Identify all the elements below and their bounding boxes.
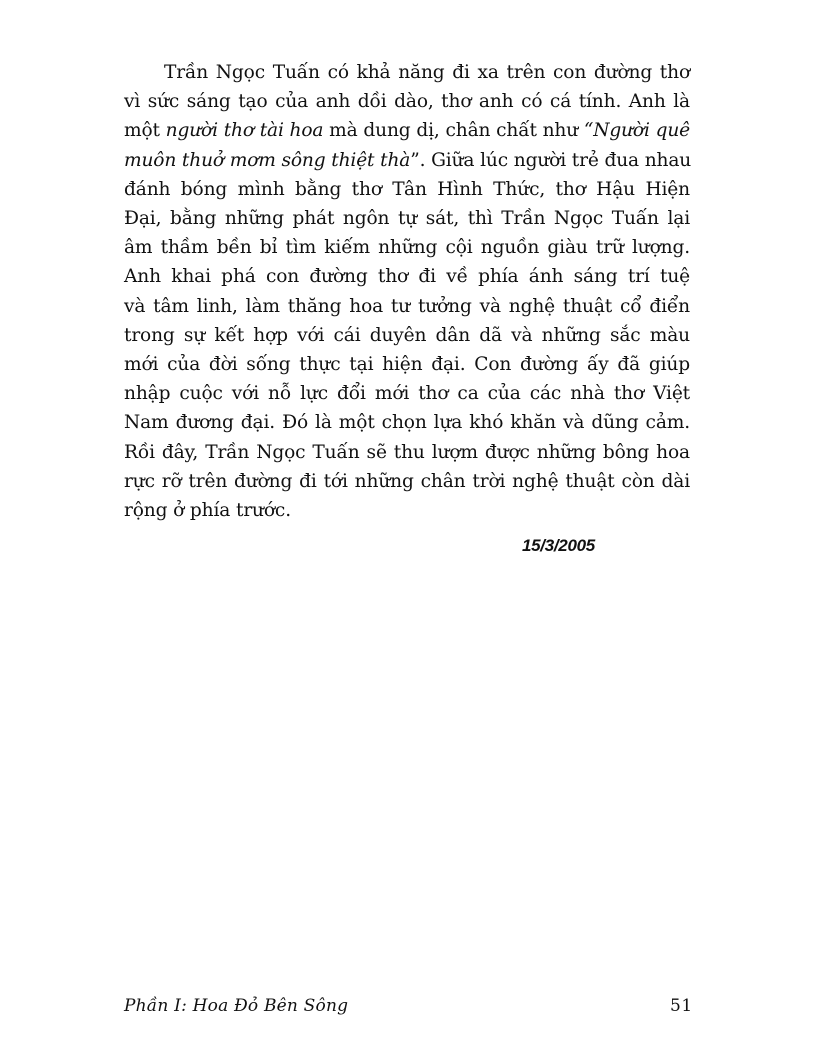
quote-start: “Người quê — [583, 120, 691, 142]
text-line: đánh bóng mình bằng thơ Tân Hình Thức, thơ Hậu Hiện — [124, 178, 690, 200]
text-line: Rồi đây, Trần Ngọc Tuấn sẽ thu lượm được những bông hoa — [124, 441, 690, 463]
text-line: Đại, bằng những phát ngôn tự sát, thì Trần Ngọc Tuấn lại — [124, 208, 690, 230]
text-line: và tâm linh, làm thăng hoa tư tưởng và nghệ thuật cổ điển — [124, 295, 690, 317]
text-line: rực rỡ trên đường đi tới những chân trời nghệ thuật còn dài — [124, 470, 690, 492]
running-footer-section-title: Phần I: Hoa Đỏ Bên Sông — [124, 996, 349, 1016]
text-line: nhập cuộc với nỗ lực đổi mới thơ ca của các nhà thơ Việt — [124, 383, 690, 405]
text-line: trong sự kết hợp với cái duyên dân dã và những sắc màu — [124, 324, 690, 346]
page-number: 51 — [670, 996, 693, 1016]
essay-date: 15/3/2005 — [522, 536, 595, 555]
text-line: một người thơ tài hoa mà dung dị, chân chất như “Người quê — [124, 120, 691, 142]
text-line: Trần Ngọc Tuấn có khả năng đi xa trên con đường thơ — [164, 62, 690, 83]
text-line: Anh khai phá con đường thơ đi về phía ánh sáng trí tuệ — [124, 266, 690, 288]
text-line: mới của đời sống thực tại hiện đại. Con đường ấy đã giúp — [124, 354, 690, 376]
text-line: âm thầm bền bỉ tìm kiếm những cội nguồn giàu trữ lượng. — [124, 237, 690, 259]
text-line: rộng ở phía trước. — [124, 500, 291, 522]
text-line: vì sức sáng tạo của anh dồi dào, thơ anh có cá tính. Anh là — [124, 91, 690, 113]
quote-continued: muôn thuở mơm sông thiệt thà — [124, 149, 411, 171]
italic-phrase: người thơ tài hoa — [165, 120, 324, 142]
text-line: muôn thuở mơm sông thiệt thà”. Giữa lúc người trẻ đua nhau — [124, 149, 692, 171]
essay-paragraph — [124, 58, 690, 525]
text-line: Nam đương đại. Đó là một chọn lựa khó khăn và dũng cảm. — [124, 412, 690, 434]
